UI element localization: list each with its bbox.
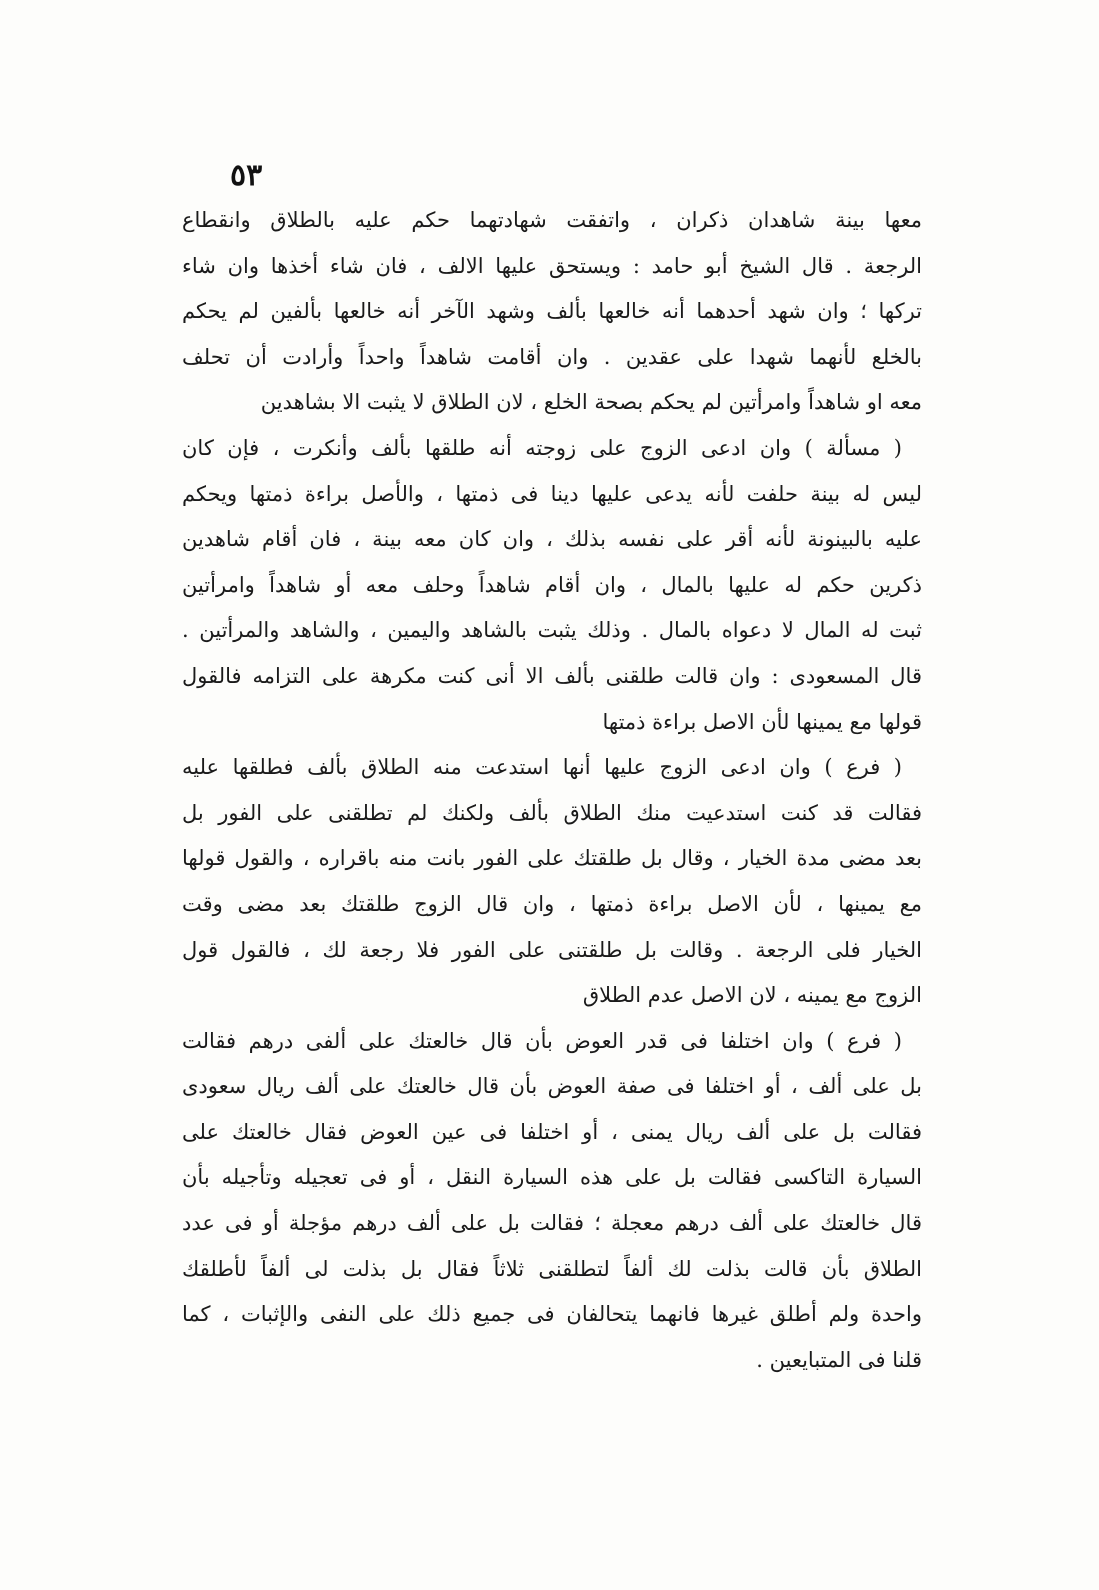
- text-line: فقالت بل على ألف ريال يمنى ، أو اختلفا فى عين العوض فقال خالعتك على: [182, 1119, 922, 1144]
- text-line: الخيار فلى الرجعة . وقالت بل طلقتنى على الفور فلا رجعة لك ، فالقول قول: [182, 937, 922, 962]
- text-line: الطلاق بأن قالت بذلت لك ألفاً لتطلقنى ثلاثاً فقال بل بذلت لى ألفاً لأطلقك: [182, 1256, 922, 1281]
- text-line: ثبت له المال لا دعواه بالمال . وذلك يثبت بالشاهد واليمين ، والشاهد والمرأتين .: [182, 618, 922, 643]
- page-number: ٥٣: [230, 158, 263, 193]
- text-line: بل على ألف ، أو اختلفا فى صفة العوض بأن قال خالعتك على ألف ريال سعودى: [182, 1074, 922, 1099]
- text-line: ( مسألة ) وان ادعى الزوج على زوجته أنه طلقها بألف وأنكرت ، فإن كان: [182, 435, 902, 460]
- text-line: السيارة التاكسى فقالت بل على هذه السيارة النقل ، أو فى تعجيله وتأجيله بأن: [182, 1165, 922, 1190]
- text-line: قلنا فى المتبايعين .: [756, 1347, 922, 1372]
- text-line: الرجعة . قال الشيخ أبو حامد : ويستحق عليها الالف ، فان شاء أخذها وان شاء: [182, 253, 922, 278]
- text-line: معه او شاهداً وامرأتين لم يحكم بصحة الخلع ، لان الطلاق لا يثبت الا بشاهدين: [260, 390, 922, 415]
- text-line: ( فرع ) وان اختلفا فى قدر العوض بأن قال خالعتك على ألفى درهم فقالت: [182, 1028, 902, 1053]
- text-line: ليس له بينة حلفت لأنه يدعى عليها دينا فى ذمتها ، والأصل براءة ذمتها ويحكم: [182, 481, 922, 506]
- text-line: عليه بالبينونة لأنه أقر على نفسه بذلك ، وان كان معه بينة ، فان أقام شاهدين: [182, 527, 922, 552]
- text-line: تركها ؛ وان شهد أحدهما أنه خالعها بألف وشهد الآخر أنه خالعها بألفين لم يحكم: [182, 299, 922, 324]
- text-line: مع يمينها ، لأن الاصل براءة ذمتها ، وان قال الزوج طلقتك بعد مضى وقت: [182, 891, 922, 916]
- text-line: ( فرع ) وان ادعى الزوج عليها أنها استدعت منه الطلاق بألف فطلقها عليه: [182, 755, 902, 780]
- text-line: واحدة ولم أطلق غيرها فانهما يتحالفان فى جميع ذلك على النفى والإثبات ، كما: [182, 1302, 922, 1327]
- text-line: بعد مضى مدة الخيار ، وقال بل طلقتك على الفور بانت منه باقراره ، والقول قولها: [182, 846, 922, 871]
- text-line: قال المسعودى : وان قالت طلقنى بألف الا أنى كنت مكرهة على التزامه فالقول: [182, 663, 922, 688]
- text-line: فقالت قد كنت استدعيت منك الطلاق بألف ولكنك لم تطلقنى على الفور بل: [182, 800, 922, 825]
- text-line: قولها مع يمينها لأن الاصل براءة ذمتها: [602, 709, 922, 734]
- text-line: بالخلع لأنهما شهدا على عقدين . وان أقامت شاهداً واحداً وأرادت أن تحلف: [182, 344, 922, 369]
- text-line: معها بينة شاهدان ذكران ، واتفقت شهادتهما حكم عليه بالطلاق وانقطاع: [182, 208, 922, 232]
- text-line: قال خالعتك على ألف درهم معجلة ؛ فقالت بل على ألف درهم مؤجلة أو فى عدد: [182, 1211, 922, 1236]
- body-text: [182, 198, 922, 1383]
- text-line: ذكرين حكم له عليها بالمال ، وان أقام شاهداً وحلف معه أو شاهداً وامرأتين: [182, 572, 922, 597]
- text-line: الزوج مع يمينه ، لان الاصل عدم الطلاق: [582, 983, 922, 1008]
